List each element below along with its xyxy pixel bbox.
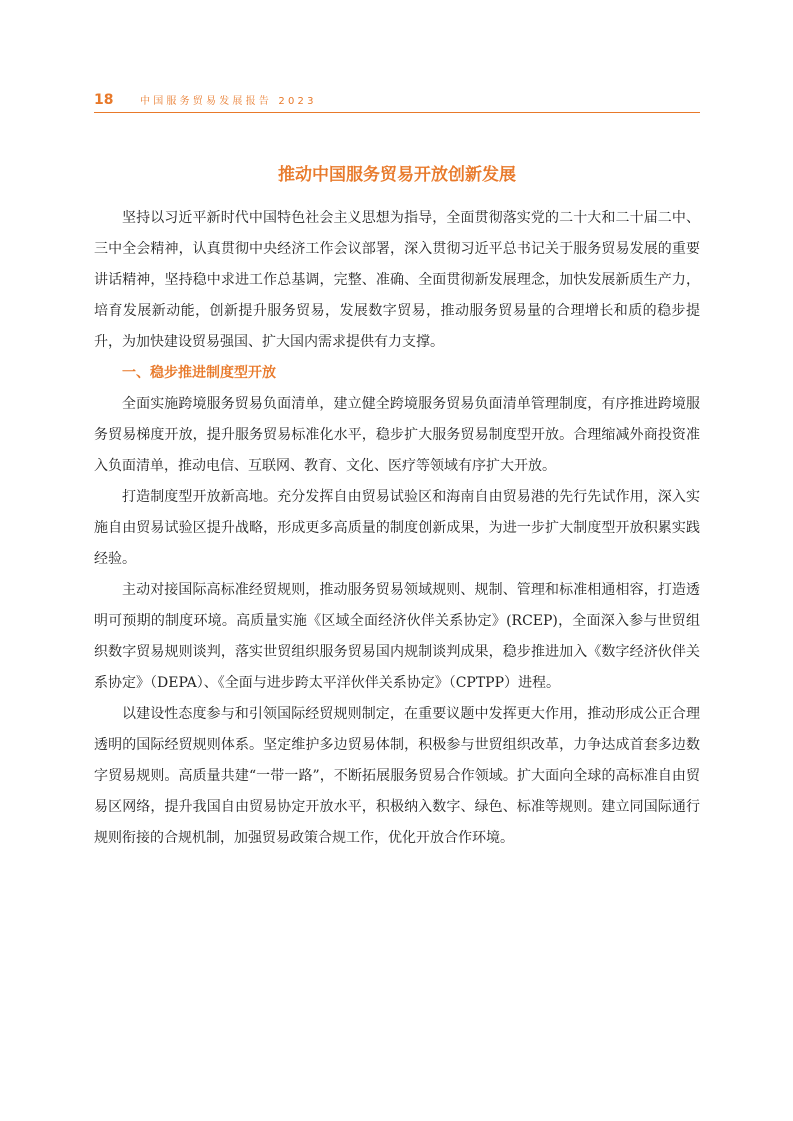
header-divider [94, 112, 700, 113]
running-header [94, 92, 700, 112]
article-title: 推动中国服务贸易开放创新发展 [278, 165, 516, 185]
body-paragraph: 以建设性态度参与和引领国际经贸规则制定，在重要议题中发挥更大作用，推动形成公正合理透明的国际经贸规则体系。坚定维护多边贸易体制，积极参与世贸组织改革，力争达成首套多边数字贸易规则。高质量共建“一带一路”，不断拓展服务贸易合作领域。扩大面向全球的高标准自由贸易区网络，提升我国自由贸易协定开放水平，积极纳入数字、绿色、标准等规则。建立同国际通行规则衔接的合规机制，加强贸易政策合规工作，优化开放合作环境。 [94, 706, 700, 846]
body-paragraph: 主动对接国际高标准经贸规则，推动服务贸易领域规则、规制、管理和标准相通相容，打造透明可预期的制度环境。高质量实施《区域全面经济伙伴关系协定》(RCEP)，全面深入参与世贸组织数字贸易规则谈判，落实世贸组织服务贸易国内规制谈判成果，稳步推进加入《数字经济伙伴关系协定》（DEPA）、《全面与进步跨太平洋伙伴关系协定》（CPTPP）进程。 [94, 582, 700, 691]
intro-paragraph: 坚持以习近平新时代中国特色社会主义思想为指导，全面贯彻落实党的二十大和二十届二中、三中全会精神，认真贯彻中央经济工作会议部署，深入贯彻习近平总书记关于服务贸易发展的重要讲话精神，坚持稳中求进工作总基调，完整、准确、全面贯彻新发展理念，加快发展新质生产力，培育发展新动能，创新提升服务贸易，发展数字贸易，推动服务贸易量的合理增长和质的稳步提升，为加快建设贸易强国、扩大国内需求提供有力支撑。 [94, 210, 700, 350]
page-number: 18 [94, 92, 114, 108]
article-body [94, 203, 700, 854]
body-paragraph: 全面实施跨境服务贸易负面清单，建立健全跨境服务贸易负面清单管理制度，有序推进跨境服务贸易梯度开放，提升服务贸易标准化水平，稳步扩大服务贸易制度型开放。合理缩减外商投资准入负面清单，推动电信、互联网、教育、文化、医疗等领域有序扩大开放。 [94, 396, 700, 474]
body-paragraph: 打造制度型开放新高地。充分发挥自由贸易试验区和海南自由贸易港的先行先试作用，深入实施自由贸易试验区提升战略，形成更多高质量的制度创新成果，为进一步扩大制度型开放积累实践经验。 [94, 489, 700, 567]
section-heading: 一、稳步推进制度型开放 [122, 365, 276, 381]
report-title: 中国服务贸易发展报告 2023 [140, 96, 317, 107]
